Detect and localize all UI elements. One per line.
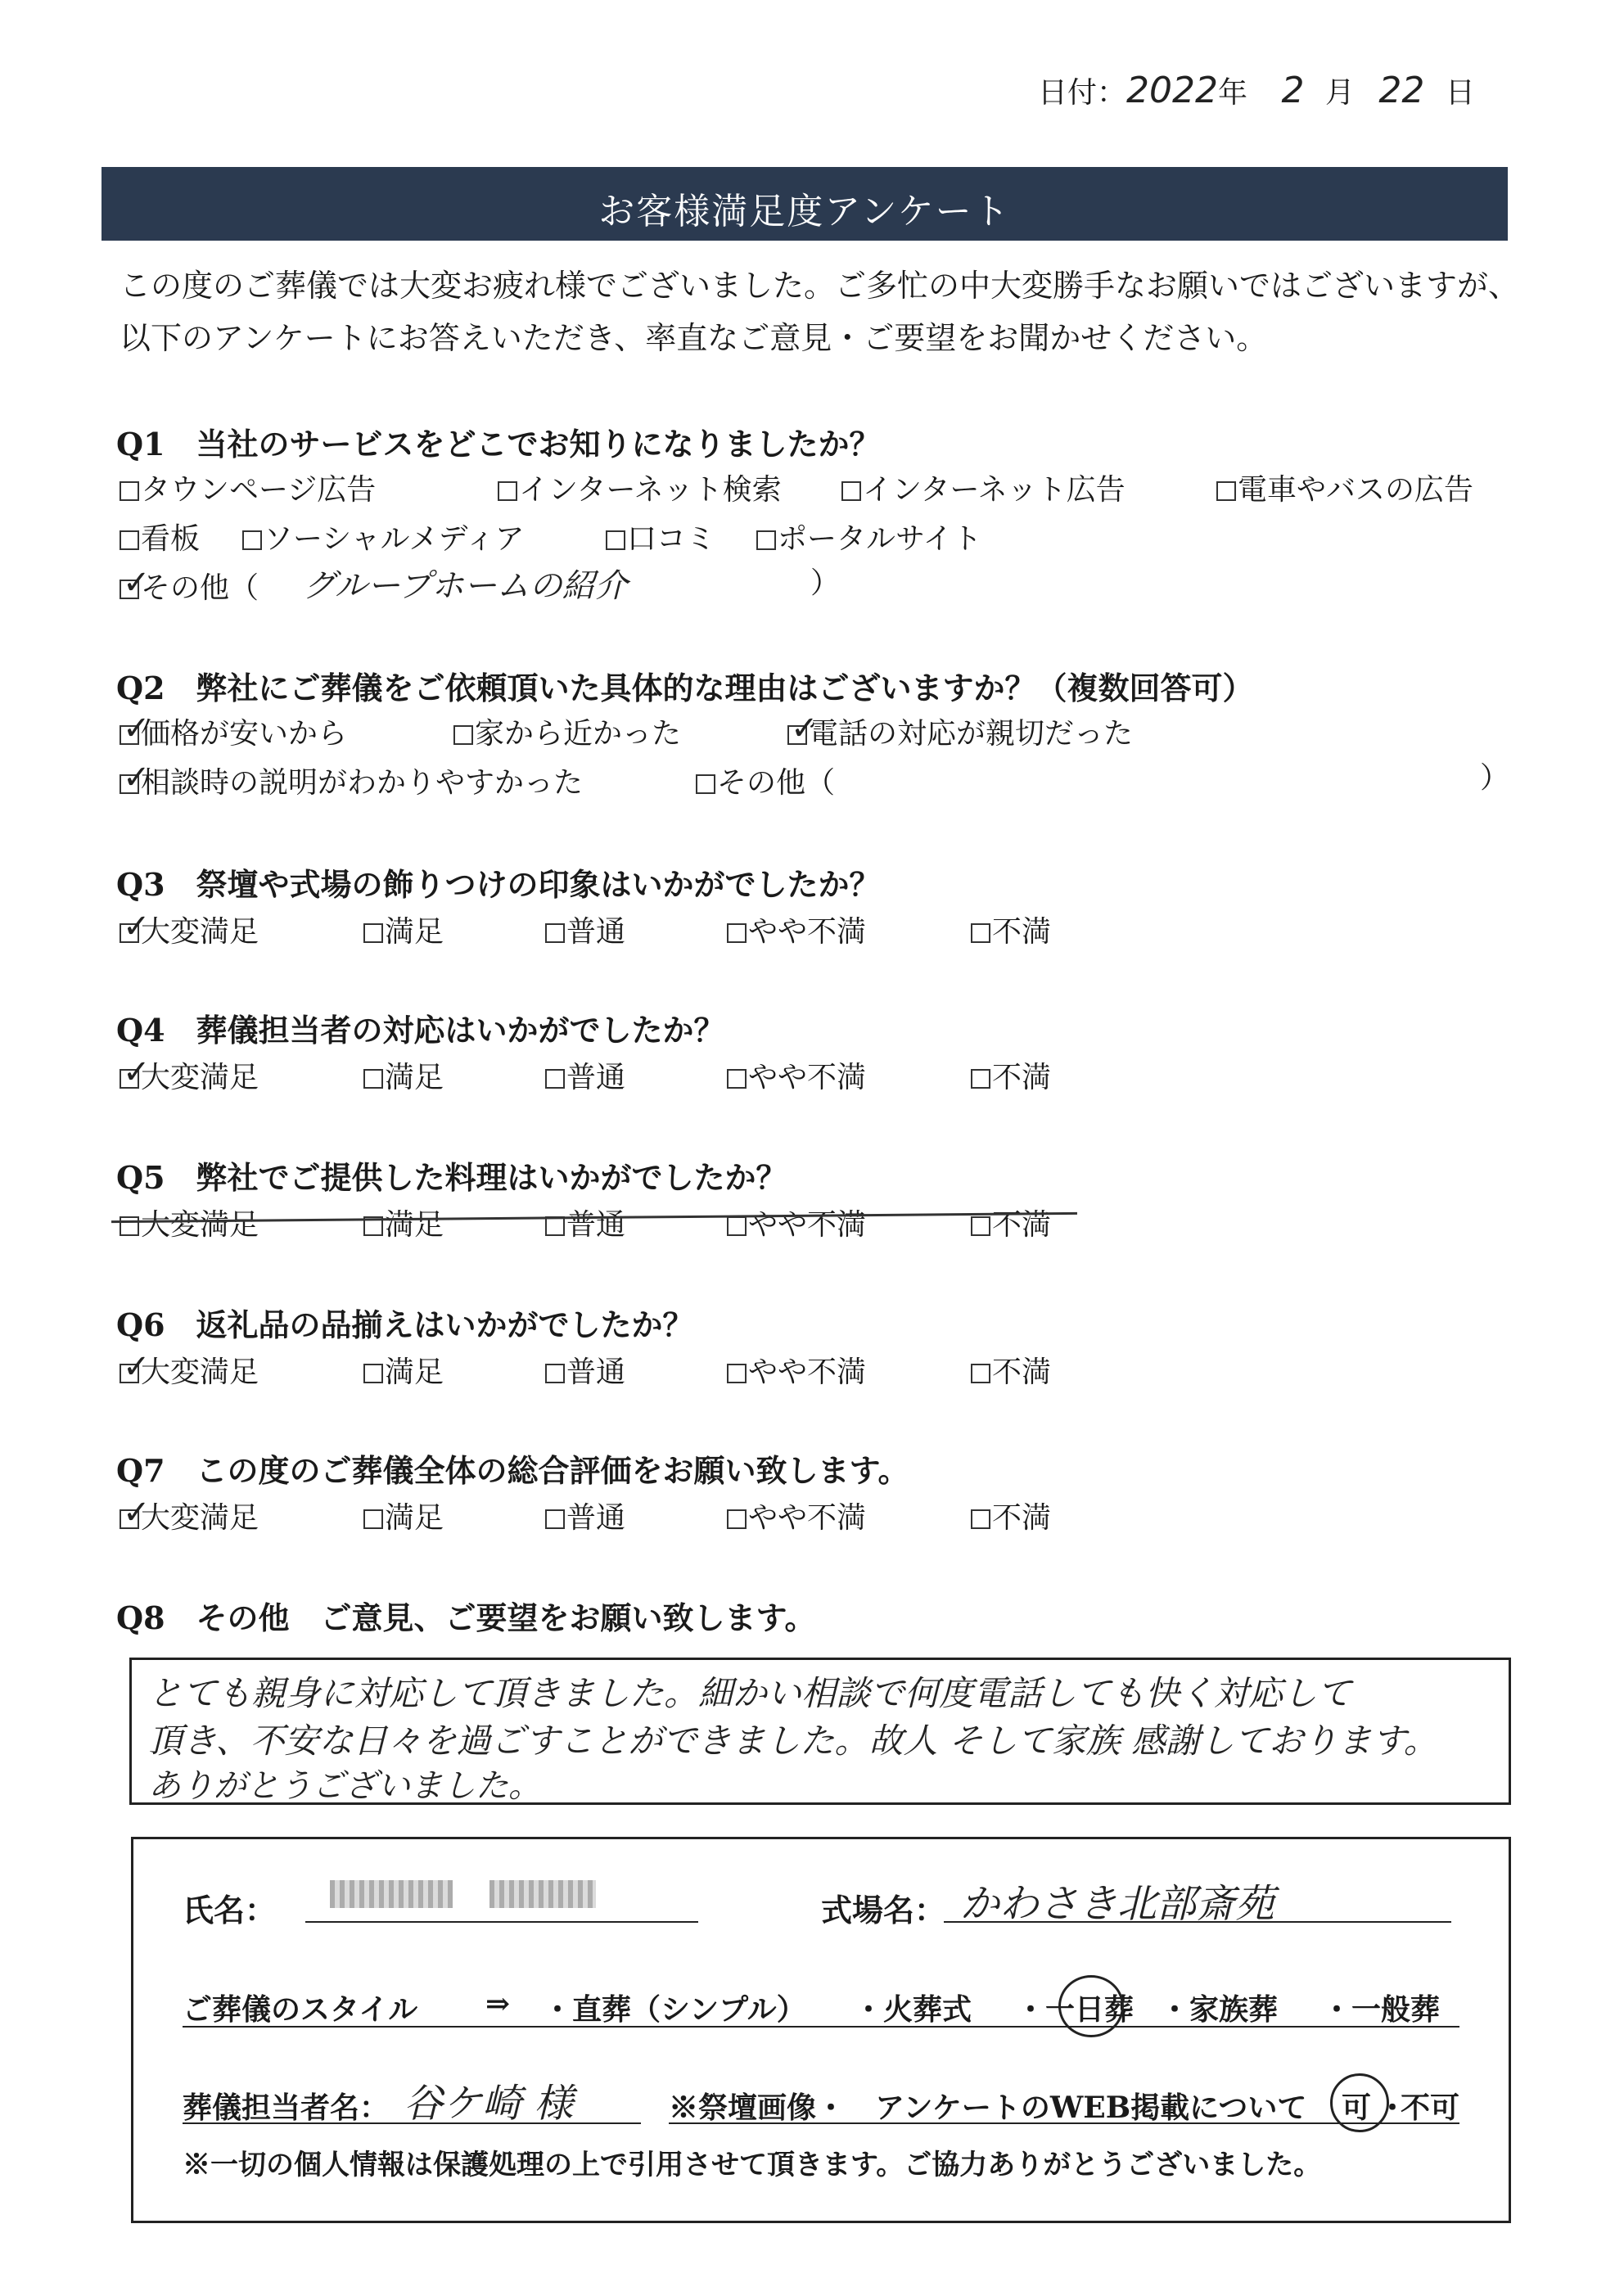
q6-option-dissatisfied[interactable]: 不満 <box>971 1349 1051 1391</box>
comment-line-1: とても親身に対応して頂きました。細かい相談で何度電話しても快く対応して <box>148 1673 1352 1713</box>
q1-option-other[interactable]: ✓ その他（ <box>120 565 259 607</box>
style-direct[interactable]: ・直葬（シンプル） <box>543 1992 806 2027</box>
checkbox[interactable] <box>606 530 625 550</box>
q2-label: Q2 弊社にご葬儀をご依頼頂いた具体的な理由はございますか？（複数回答可） <box>116 670 1254 706</box>
checkbox[interactable] <box>971 1364 990 1383</box>
check-mark-icon: ✓ <box>123 1494 151 1531</box>
date-day-unit: 日 <box>1445 76 1475 110</box>
checkbox-checked[interactable] <box>120 1494 151 1531</box>
q2-option-price[interactable]: ✓ 価格が安いから <box>120 710 347 752</box>
checkbox[interactable] <box>545 1069 565 1089</box>
check-mark-icon: ✓ <box>123 908 151 945</box>
comment-line-2: 頂き、不安な日々を過ごすことができました。故人 そして家族 感謝しております。 <box>148 1721 1438 1761</box>
checkbox[interactable] <box>545 1509 565 1529</box>
check-mark-icon: ✓ <box>123 710 151 747</box>
staff-underline <box>183 2122 641 2124</box>
check-mark-icon: ✓ <box>123 759 151 796</box>
staff-value: 谷ケ崎 様 <box>404 2081 574 2127</box>
checkbox-checked[interactable] <box>120 1053 151 1091</box>
checkbox[interactable] <box>363 1509 383 1529</box>
date-year-unit: 年 <box>1218 76 1248 110</box>
web-permission-separator: ・ <box>1378 2091 1408 2125</box>
q3-option-satisfied[interactable]: 満足 <box>363 909 444 950</box>
web-permission-label: ※祭壇画像・ アンケートのWEB掲載について <box>669 2091 1307 2125</box>
style-one-day[interactable]: ・一日葬 <box>1016 1992 1135 2027</box>
q5-label: Q5 弊社でご提供した料理はいかがでしたか？ <box>116 1159 787 1196</box>
info-box <box>131 1837 1511 2223</box>
q6-option-very-satisfied[interactable]: ✓ 大変満足 <box>120 1349 259 1391</box>
checkbox[interactable] <box>545 1364 565 1383</box>
q2-option-phone[interactable]: ✓ 電話の対応が親切だった <box>787 710 1133 752</box>
checkbox-checked[interactable] <box>120 759 151 796</box>
q5-option-somewhat-dissatisfied[interactable]: やや不満 <box>727 1202 866 1243</box>
intro-line-1: この度のご葬儀では大変お疲れ様でございました。ご多忙の中大変勝手なお願いではございますが、 <box>120 268 1520 304</box>
style-general[interactable]: ・一般葬 <box>1322 1992 1441 2027</box>
style-underline <box>183 2026 1459 2028</box>
q4-label: Q4 葬儀担当者の対応はいかがでしたか？ <box>116 1012 725 1049</box>
q6-label: Q6 返礼品の品揃えはいかがでしたか？ <box>116 1306 694 1343</box>
check-mark-icon: ✓ <box>791 710 819 747</box>
checkbox[interactable] <box>453 725 473 745</box>
q1-option-townpage[interactable]: タウンページ広告 <box>120 467 376 508</box>
checkbox[interactable] <box>727 1509 747 1529</box>
q1-option-train-bus[interactable]: 電車やバスの広告 <box>1216 467 1473 508</box>
privacy-note: ※一切の個人情報は保護処理の上で引用させて頂きます。ご協力ありがとうございました。 <box>183 2149 1322 2181</box>
q5-option-very-satisfied[interactable]: 大変満足 <box>120 1202 259 1243</box>
checkbox[interactable] <box>696 774 715 794</box>
q3-option-normal[interactable]: 普通 <box>545 909 625 950</box>
q7-option-normal[interactable]: 普通 <box>545 1495 625 1536</box>
date-month-unit: 月 <box>1324 76 1355 110</box>
q4-option-dissatisfied[interactable]: 不満 <box>971 1054 1051 1096</box>
q7-option-somewhat-dissatisfied[interactable]: やや不満 <box>727 1495 866 1536</box>
staff-label: 葬儀担当者名： <box>183 2091 390 2125</box>
q5-option-dissatisfied[interactable]: 不満 <box>971 1202 1051 1243</box>
q2-option-other[interactable]: その他（ <box>696 760 835 801</box>
web-permission-no[interactable]: 不可 <box>1401 2091 1460 2125</box>
venue-underline <box>944 1921 1451 1923</box>
date-month: 2 <box>1281 70 1305 111</box>
checkbox[interactable] <box>120 530 139 550</box>
checkbox-checked[interactable] <box>120 908 151 945</box>
q1-option-signboard[interactable]: 看板 <box>120 516 200 557</box>
checkbox[interactable] <box>363 1069 383 1089</box>
checkbox[interactable] <box>363 923 383 943</box>
comment-box[interactable] <box>129 1658 1511 1805</box>
q6-option-satisfied[interactable]: 満足 <box>363 1349 444 1391</box>
q7-option-satisfied[interactable]: 満足 <box>363 1495 444 1536</box>
intro-line-2: 以下のアンケートにお答えいただき、率直なご意見・ご要望をお聞かせください。 <box>120 320 1268 356</box>
style-cremation[interactable]: ・火葬式 <box>854 1992 972 2027</box>
web-permission-yes[interactable]: 可 <box>1342 2091 1372 2125</box>
checkbox-checked[interactable] <box>120 1348 151 1386</box>
date-year: 2022 <box>1126 70 1218 111</box>
checkbox[interactable] <box>120 1216 139 1236</box>
q7-option-very-satisfied[interactable]: ✓ 大変満足 <box>120 1495 259 1536</box>
check-mark-icon: ✓ <box>123 564 151 602</box>
q5-option-satisfied[interactable]: 満足 <box>363 1202 444 1243</box>
q6-option-normal[interactable]: 普通 <box>545 1349 625 1391</box>
checkbox-checked[interactable] <box>120 710 151 747</box>
q6-option-somewhat-dissatisfied[interactable]: やや不満 <box>727 1349 866 1391</box>
checkbox[interactable] <box>498 481 517 501</box>
date-day: 22 <box>1378 70 1425 111</box>
q3-option-very-satisfied[interactable]: ✓ 大変満足 <box>120 909 259 950</box>
check-mark-icon: ✓ <box>123 1053 151 1091</box>
q7-option-dissatisfied[interactable]: 不満 <box>971 1495 1051 1536</box>
checkbox[interactable] <box>545 923 565 943</box>
checkbox[interactable] <box>756 530 776 550</box>
date-row <box>1038 72 1475 112</box>
q5-option-normal[interactable]: 普通 <box>545 1202 625 1243</box>
arrow-icon: ⇒ <box>485 1987 511 2021</box>
q1-other-text: グループホームの紹介 <box>303 567 628 605</box>
q1-option-word-of-mouth[interactable]: 口コミ <box>606 516 715 557</box>
checkbox-checked[interactable] <box>787 710 819 747</box>
q3-option-dissatisfied[interactable]: 不満 <box>971 909 1051 950</box>
q2-other-close: ） <box>1480 761 1510 795</box>
name-value-redacted <box>330 1880 596 1908</box>
page-title: お客様満足度アンケート <box>598 191 1011 232</box>
name-underline <box>305 1921 698 1923</box>
style-family[interactable]: ・家族葬 <box>1160 1992 1279 2027</box>
q1-option-net-search[interactable]: インターネット検索 <box>498 467 782 508</box>
q4-option-normal[interactable]: 普通 <box>545 1054 625 1096</box>
checkbox[interactable] <box>971 1216 990 1236</box>
date-label: 日付： <box>1038 76 1127 110</box>
checkbox[interactable] <box>727 1216 747 1236</box>
q2-option-explanation[interactable]: ✓ 相談時の説明がわかりやすかった <box>120 760 583 801</box>
q2-option-near-home[interactable]: 家から近かった <box>453 710 681 752</box>
name-label: 氏名： <box>183 1892 277 1928</box>
checkbox[interactable] <box>545 1216 565 1236</box>
checkbox[interactable] <box>971 1509 990 1529</box>
q8-label: Q8 その他 ご意見、ご要望をお願い致します。 <box>116 1599 816 1636</box>
check-mark-icon: ✓ <box>123 1348 151 1386</box>
comment-line-3: ありがとうございました。 <box>148 1767 541 1805</box>
q4-option-very-satisfied[interactable]: ✓ 大変満足 <box>120 1054 259 1096</box>
q1-other-close: ） <box>810 566 841 600</box>
q1-label: Q1 当社のサービスをどこでお知りになりましたか？ <box>116 426 881 462</box>
q4-option-satisfied[interactable]: 満足 <box>363 1054 444 1096</box>
q4-option-somewhat-dissatisfied[interactable]: やや不満 <box>727 1054 866 1096</box>
checkbox-checked[interactable] <box>120 564 151 602</box>
checkbox[interactable] <box>971 923 990 943</box>
q3-label: Q3 祭壇や式場の飾りつけの印象はいかがでしたか？ <box>116 866 881 903</box>
q3-option-somewhat-dissatisfied[interactable]: やや不満 <box>727 909 866 950</box>
style-selected-circle <box>1058 1975 1124 2037</box>
q1-option-portal[interactable]: ポータルサイト <box>756 516 981 557</box>
checkbox[interactable] <box>363 1364 383 1383</box>
checkbox[interactable] <box>971 1069 990 1089</box>
style-label: ご葬儀のスタイル <box>183 1992 418 2027</box>
checkbox[interactable] <box>727 923 747 943</box>
q1-option-net-ad[interactable]: インターネット広告 <box>841 467 1126 508</box>
checkbox[interactable] <box>841 481 861 501</box>
checkbox[interactable] <box>727 1069 747 1089</box>
checkbox[interactable] <box>727 1364 747 1383</box>
venue-label: 式場名： <box>821 1892 946 1928</box>
web-underline <box>669 2122 1459 2124</box>
q1-option-social[interactable]: ソーシャルメディア <box>242 516 525 557</box>
venue-value: かわさき北部斎苑 <box>960 1881 1275 1927</box>
q7-label: Q7 この度のご葬儀全体の総合評価をお願い致します。 <box>116 1452 909 1489</box>
checkbox[interactable] <box>120 481 139 501</box>
title-bar <box>102 167 1508 241</box>
checkbox[interactable] <box>242 530 262 550</box>
checkbox[interactable] <box>1216 481 1236 501</box>
